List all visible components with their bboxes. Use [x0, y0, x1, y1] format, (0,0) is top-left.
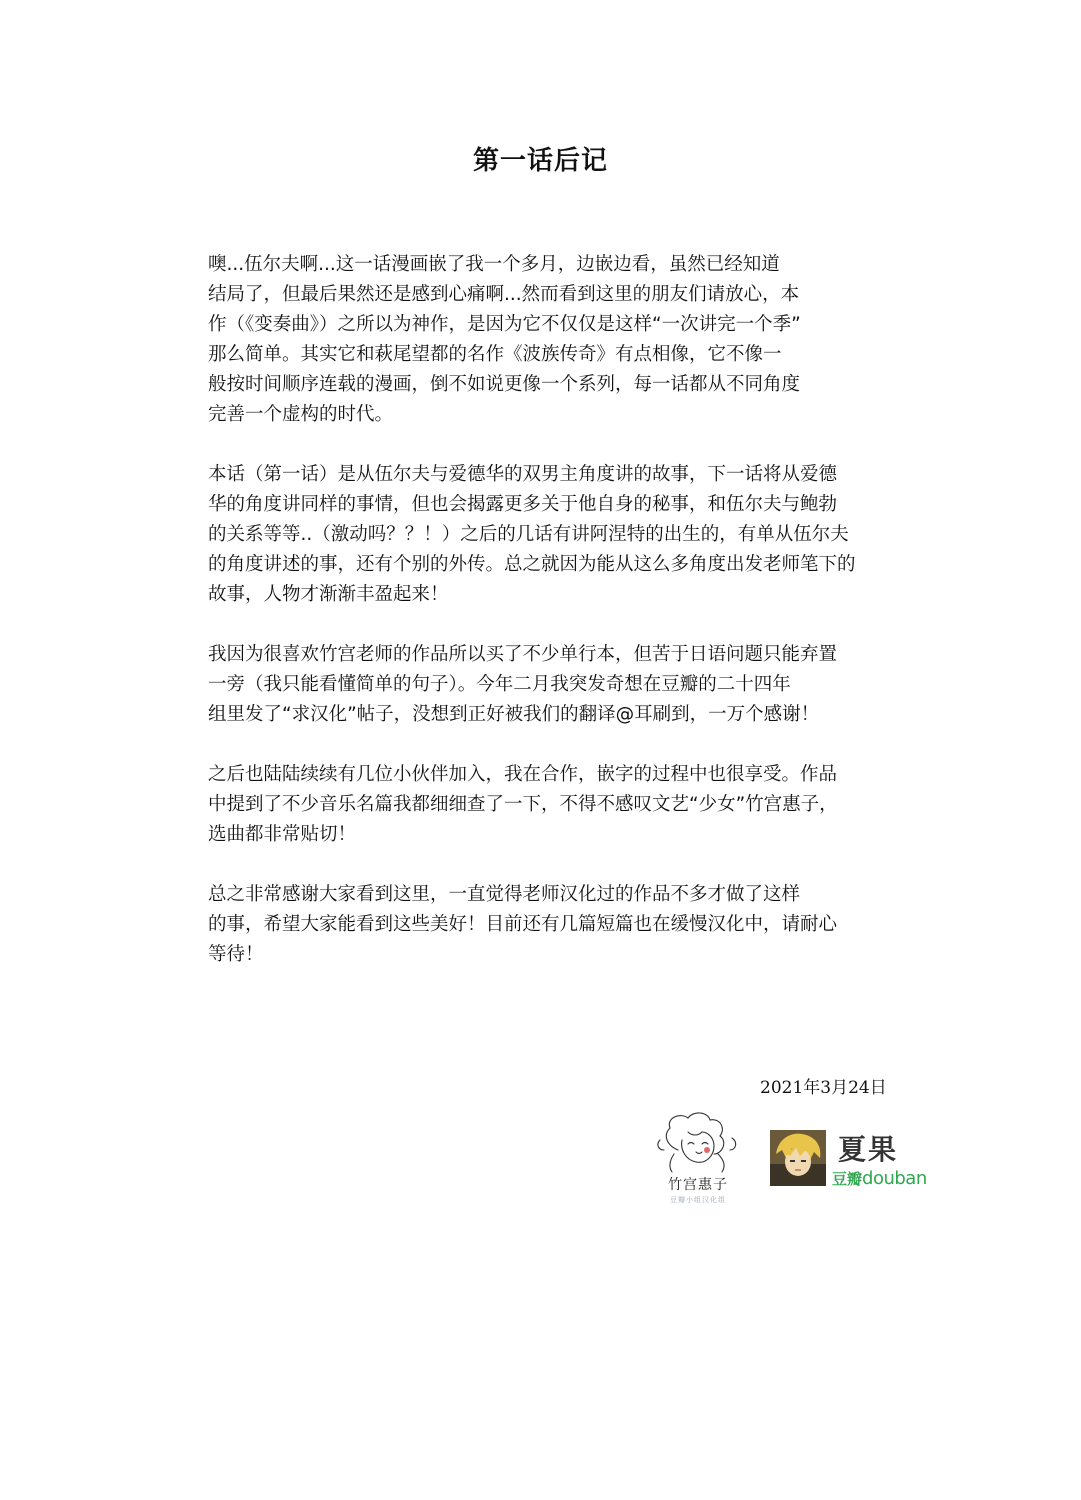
paragraph-line: 总之非常感谢大家看到这里，一直觉得老师汉化过的作品不多才做了这样: [208, 884, 801, 905]
paragraph-line: 噢...伍尔夫啊...这一话漫画嵌了我一个多月，边嵌边看，虽然已经知道: [208, 254, 780, 275]
paragraph-line: 本话（第一话）是从伍尔夫与爱德华的双男主角度讲的故事，下一话将从爱德: [208, 464, 838, 485]
avatar-icon: [770, 1130, 826, 1186]
sketch-portrait-icon: [648, 1110, 748, 1176]
paragraph-line: 般按时间顺序连载的漫画，倒不如说更像一个系列，每一话都从不同角度: [208, 374, 801, 395]
paragraph-line: 作（《变奏曲》）之所以为神作，是因为它不仅仅是这样“一次讲完一个季”: [208, 314, 801, 335]
paragraph-line: 我因为很喜欢竹宫老师的作品所以买了不少单行本，但苦于日语问题只能弃置: [208, 644, 838, 665]
paragraph-line: 那么简单。其实它和萩尾望都的名作《波族传奇》有点相像，它不像一: [208, 344, 782, 365]
douban-logo: [832, 1168, 927, 1189]
signature-left-subtitle: 豆瓣小组汉化组: [670, 1196, 726, 1204]
paragraph: [208, 760, 948, 850]
paragraph-line: 之后也陆陆续续有几位小伙伴加入，我在合作，嵌字的过程中也很享受。作品: [208, 764, 838, 785]
paragraph-line: 选曲都非常贴切！: [208, 824, 357, 845]
signature-left-name: 竹宫惠子: [668, 1177, 728, 1193]
afterword-body: [208, 250, 948, 1000]
paragraph-line: 一旁（我只能看懂简单的句子）。今年二月我突发奇想在豆瓣的二十四年: [208, 674, 791, 695]
paragraph-line: 等待！: [208, 944, 264, 965]
paragraph-line: 完善一个虚构的时代。: [208, 404, 394, 425]
paragraph: [208, 460, 948, 610]
paragraph-line: 的事，希望大家能看到这些美好！目前还有几篇短篇也在缓慢汉化中，请耐心: [208, 914, 838, 935]
paragraph-line: 中提到了不少音乐名篇我都细细查了一下，不得不感叹文艺“少女”竹宫惠子，: [208, 794, 838, 815]
date: 2021年3月24日: [760, 1078, 887, 1098]
paragraph-line: 组里发了“求汉化”帖子，没想到正好被我们的翻译@耳刷到，一万个感谢！: [208, 704, 820, 725]
paragraph-line: 结局了，但最后果然还是感到心痛啊...然而看到这里的朋友们请放心，本: [208, 284, 800, 305]
paragraph-line: 的关系等等..（激动吗？？！）之后的几话有讲阿涅特的出生的，有单从伍尔夫: [208, 524, 849, 545]
paragraph: [208, 250, 948, 430]
signature-left: [648, 1110, 753, 1210]
paragraph-line: 的角度讲述的事，还有个别的外传。总之就因为能从这么多角度出发老师笔下的: [208, 554, 856, 575]
signature-right-name: 夏果: [838, 1133, 899, 1166]
paragraph-line: 故事，人物才渐渐丰盈起来！: [208, 584, 449, 605]
paragraph-line: 华的角度讲同样的事情，但也会揭露更多关于他自身的秘事，和伍尔夫与鲍勃: [208, 494, 838, 515]
paragraph: [208, 640, 948, 730]
paragraph: [208, 880, 948, 970]
douban-logo-cn: 豆瓣: [832, 1170, 863, 1188]
page-title: 第一话后记: [472, 146, 608, 176]
douban-logo-en: douban: [862, 1168, 927, 1189]
avatar: [770, 1130, 826, 1186]
